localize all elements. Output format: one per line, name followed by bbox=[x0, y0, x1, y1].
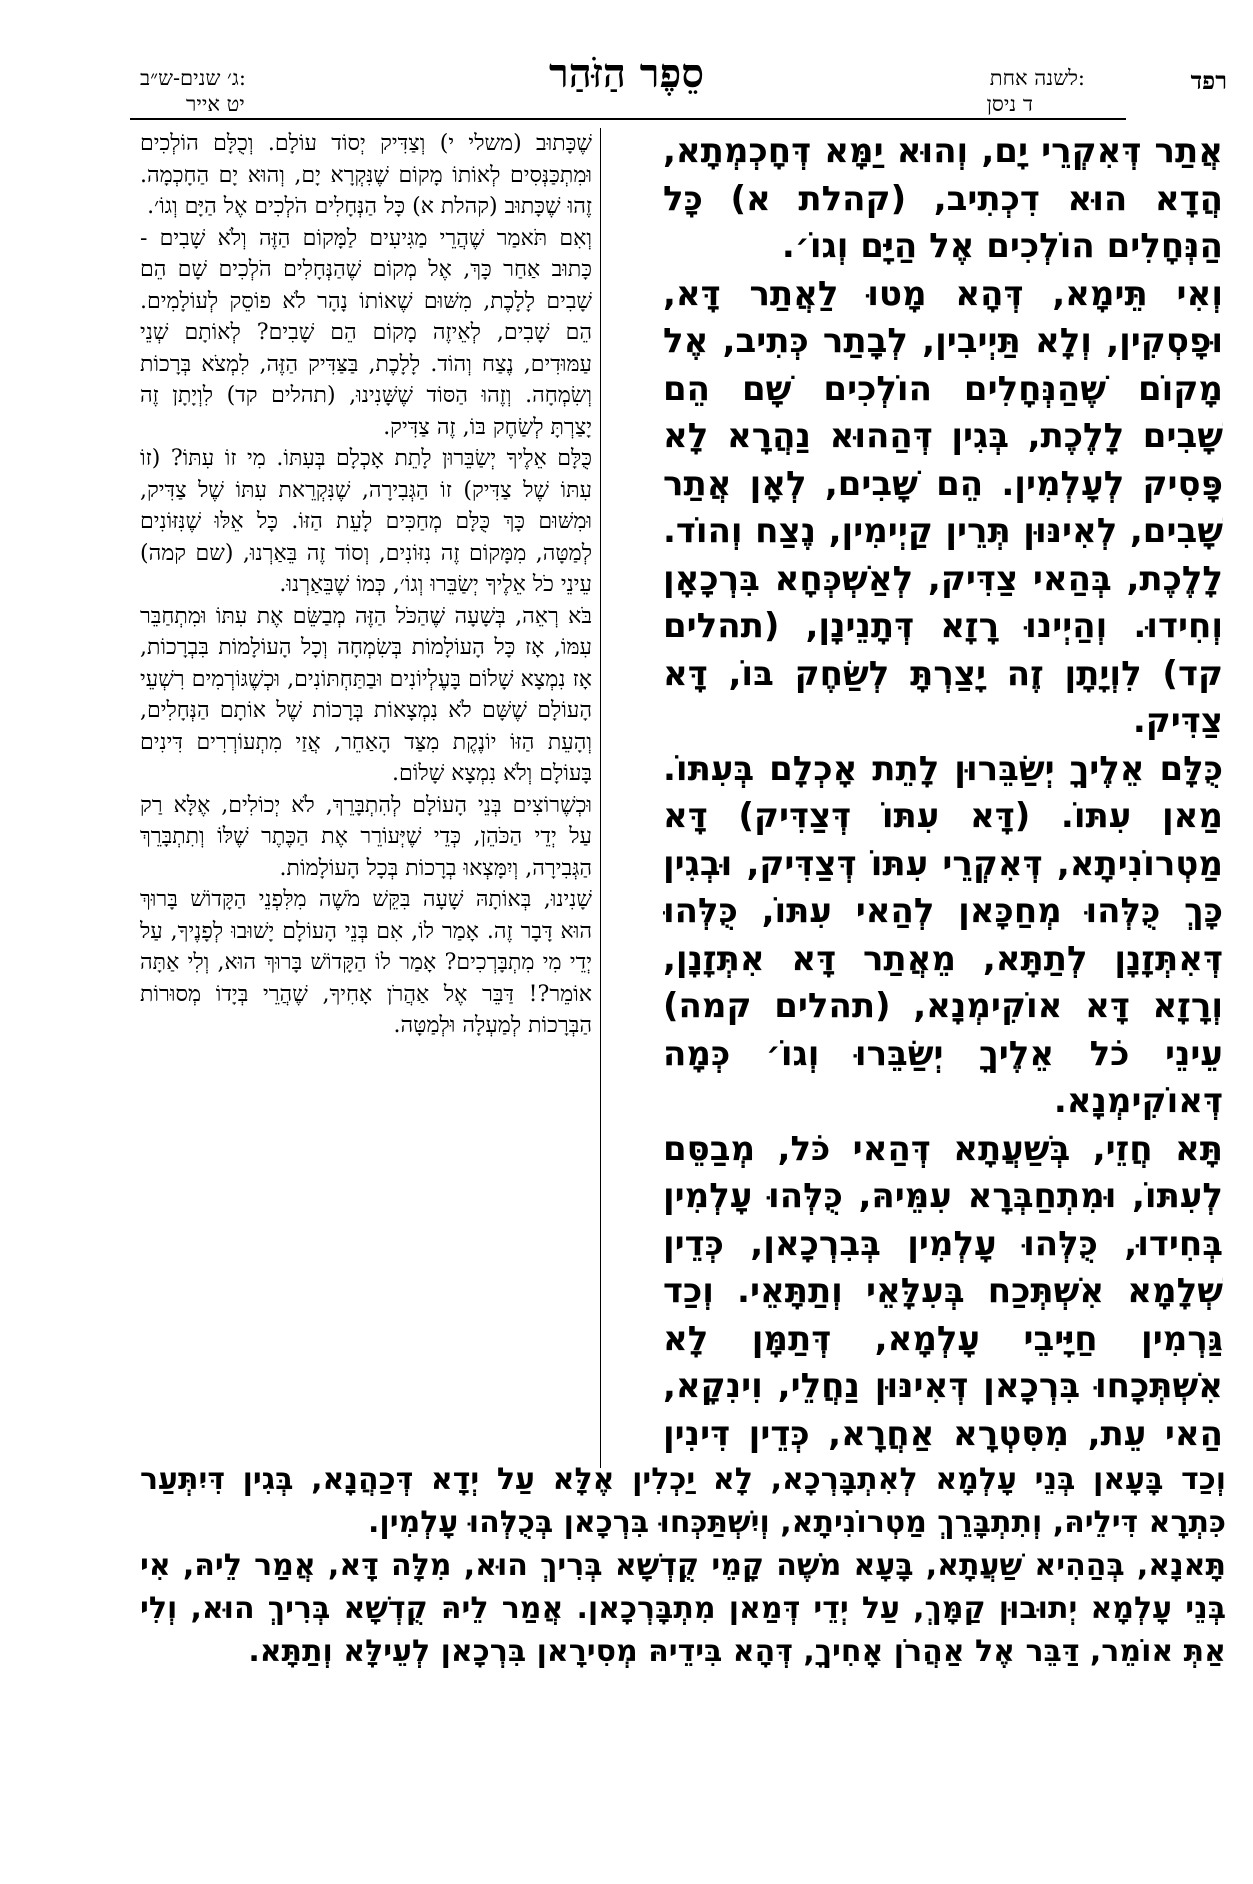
main-paragraph: וְאִי תֵּימָא, דְּהָא מָטוּ לַאֲתַר דָּא, וּפָסְקִין, וְלָא תַּיְיבִין, לְבָתַר כְּתִיב, אֶל מָקוֹם שֶׁהַנְּחָלִים הוֹלְכִים שָׁם הֵם שָׁבִים לָלֶכֶת, בְּגִין דְּהַהוּא נַהֲרָא לָא פָּסִיק לְעָלְמִין. הֵם שָׁבִים, לְאָן אֲתַר שָׁבִים, לְאִינּוּן תְּרֵין קַיְימִין, נֶצַח וְהוֹד. לָלֶכֶת, בְּהַאי צַדִּיק, לְאַשְׁכְּחָא בִּרְכָאָן וְחִידוּ. וְהַיְינוּ רָזָא דְּתָנֵינָן, (תהלים קד) לִוְיָתָן זֶה יָצַרְתָּ לְשַׂחֶק בּוֹ, דָּא צַדִּיק. bbox=[663, 273, 1223, 741]
translation-paragraph: וְאִם תֹּאמַר שֶׁהֲרֵי מַגִּיעִים לַמָּקוֹם הַזֶּה וְלֹא שָׁבִים - כָּתוּב אַחַר כָּךְ, אֶל מְקוֹם שֶׁהַנְּחָלִים הֹלְכִים שָׁם הֵם שָׁבִים לָלָכֶת, מִשּׁוּם שֶׁאוֹתוֹ נָהָר לֹא פוֹסֵק לְעוֹלָמִים. הֵם שָׁבִים, לְאֵיזֶה מָקוֹם הֵם שָׁבִים? לְאוֹתָם שְׁנֵי עַמּוּדִים, נֶצַח וְהוֹד. לָלָכֶת, בַּצַּדִּיק הַזֶּה, לִמְצֹא בְּרָכוֹת וְשִׂמְחָה. וְזֶהוּ הַסּוֹד שֶׁשָּׁנִינוּ, (תהלים קד) לִוְיָתָן זֶה יָצַרְתָּ לְשַׂחֶק בּוֹ, זֶה צַדִּיק. bbox=[140, 225, 592, 440]
page-number: רפד bbox=[1190, 66, 1227, 95]
translation-paragraph: שֶׁכָּתוּב (משלי י) וְצַדִּיק יְסוֹד עוֹלָם. וְכֻלָּם הוֹלְכִים וּמִתְכַּנְּסִים לְאוֹתוֹ מָקוֹם שֶׁנִּקְרָא יָם, וְהוּא יָם הַחָכְמָה. זֶהוּ שֶׁכָּתוּב (קהלת א) כָּל הַנְּחָלִים הֹלְכִים אֶל הַיָּם וְגוֹ׳. bbox=[140, 131, 592, 219]
main-paragraph: כֻּלָּם אֵלֶיךָ יְשַׂבֵּרוּן לָתֵת אָכְלָם בְּעִתּוֹ. מַאן עִתּוֹ. (דָּא עִתּוֹ דְּצַדִּיק) דָּא מַטְרוֹנִיתָא, דְּאִקְרֵי עִתּוֹ דְּצַדִּיק, וּבְגִין כָּךְ כֻּלְּהוּ מְחַכָּאן לְהַאי עִתּוֹ, כֻּלְּהוּ דְּאִתְּזָנָן לְתַתָּא, מֵאֲתַר דָּא אִתְּזָנָן, וְרָזָא דָּא אוֹקִימְנָא, (תהלים קמה) עֵינֵי כֹל אֵלֶיךָ יְשַׂבֵּרוּ וְגוֹ׳ כְּמָה דְּאוֹקִימְנָא. bbox=[663, 748, 1223, 1121]
bottom-paragraph: וְכַד בָּעָאן בְּנֵי עָלְמָא לְאִתְבָּרְכָא, לָא יַכְלִין אֶלָּא עַל יְדָא דְּכַהֲנָא, בְּגִין דִּיִתְּעַר כִּתְרָא דִּילֵיהּ, וְתִתְבָּרֵךְ מַטְרוֹנִיתָא, וְיִשְׁתַּכְּחוּ בִּרְכָאן בְּכֻלְּהוּ עָלְמִין. bbox=[140, 1462, 1226, 1540]
hebrew-translation-column bbox=[140, 128, 592, 1468]
schedule-three-years: ג׳ שנים-ש״ב: bbox=[140, 66, 246, 90]
translation-paragraph: וּכְשֶׁרוֹצִים בְּנֵי הָעוֹלָם לְהִתְבָּרֵךְ, לֹא יְכוֹלִים, אֶלָּא רַק עַל יְדֵי הַכֹּהֵן, כְּדֵי שֶׁיְּעוֹרֵר אֶת הַכֶּתֶר שֶׁלּוֹ וְתִתְבָּרֵךְ הַגְּבִירָה, וְיִמָּצְאוּ בְרָכוֹת בְּכָל הָעוֹלָמוֹת. bbox=[140, 792, 592, 881]
schedule-one-year-date: ד ניסן bbox=[986, 92, 1033, 116]
book-title: סֵפֶר הַזֹּהַר bbox=[549, 50, 704, 97]
column-divider bbox=[600, 128, 601, 1468]
translation-paragraph: כֻּלָּם אֵלֶיךָ יְשַׂבֵּרוּן לָתֵת אָכְלָם בְּעִתּוֹ. מִי זוֹ עִתּוֹ? (זוֹ עִתּוֹ שֶׁל צַדִּיק) זוֹ הַגְּבִירָה, שֶׁנִּקְרֵאת עִתּוֹ שֶׁל צַדִּיק, וּמִשּׁוּם כָּךְ כֻּלָּם מְחַכִּים לָעֵת הַזּוֹ. כָּל אֵלּוּ שֶׁנִּזּוֹנִים לְמַטָּה, מִמָּקוֹם זֶה נִזּוֹנִים, וְסוֹד זֶה בֵּאַרְנוּ, (שם קמה) עֵינֵי כֹל אֵלֶיךָ יְשַׂבֵּרוּ וְגוֹ׳, כְּמוֹ שֶׁבֵּאַרְנוּ. bbox=[140, 446, 592, 597]
aramaic-column bbox=[663, 128, 1223, 1458]
header-divider bbox=[130, 118, 1126, 120]
schedule-three-years-date: יט אייר bbox=[186, 92, 245, 116]
main-paragraph: אֲתַר דְּאִקְרֵי יָם, וְהוּא יַמָּא דְּחָכְמְתָא, הֲדָא הוּא דִכְתִיב, (קהלת א) כָּל הַנְּחָלִים הוֹלְכִים אֶל הַיָּם וְגוֹ׳. bbox=[663, 131, 1223, 266]
translation-paragraph: בֹּא רְאֵה, בְּשָׁעָה שֶׁהַכֹּל הַזֶּה מְבַשֵּׂם אֶת עִתּוֹ וּמִתְחַבֵּר עִמּוֹ, אָז כָּל הָעוֹלָמוֹת בְּשִׂמְחָה וְכָל הָעוֹלָמוֹת בִּבְרָכוֹת, אָז נִמְצָא שָׁלוֹם בָּעֶלְיוֹנִים וּבַתַּחְתּוֹנִים, וּכְשֶׁגּוֹרְמִים רִשְׁעֵי הָעוֹלָם שֶׁשָּׁם לֹא נִמְצָאוֹת בְּרָכוֹת שֶׁל אוֹתָם הַנְּחָלִים, וְהָעֵת הַזּוֹ יוֹנֶקֶת מִצַּד הָאַחֵר, אֲזַי מִתְעוֹרְרִים דִּינִים בָּעוֹלָם וְלֹא נִמְצָא שָׁלוֹם. bbox=[140, 603, 592, 786]
schedule-one-year: לשנה אחת: bbox=[989, 66, 1085, 90]
translation-paragraph: שָׁנִינוּ, בְּאוֹתָהּ שָׁעָה בִּקֵּשׁ מֹשֶׁה מִלִּפְנֵי הַקָּדוֹשׁ בָּרוּךְ הוּא דָּבָר זֶה. אָמַר לוֹ, אִם בְּנֵי הָעוֹלָם יָשׁוּבוּ לְפָנֶיךָ, עַל יְדֵי מִי מִתְבָּרְכִים? אָמַר לוֹ הַקָּדוֹשׁ בָּרוּךְ הוּא, וְלִי אַתָּה אוֹמֵר?! דַּבֵּר אֶל אַהֲרֹן אָחִיךָ, שֶׁהֲרֵי בְּיָדוֹ מְסוּרוֹת הַבְּרָכוֹת לְמַעְלָה וּלְמַטָּה. bbox=[140, 887, 592, 1038]
main-paragraph: תָּא חֲזֵי, בְּשַׁעֲתָא דְּהַאי כֹּל, מְבַסֵּם לְעִתּוֹ, וּמִתְחַבְּרָא עִמֵּיהּ, כֻּלְּהוּ עָלְמִין בְּחִידוּ, כֻּלְּהוּ עָלְמִין בְּבִרְכָאן, כְּדֵין שְׁלָמָא אִשְׁתְּכַח בְּעִלָּאֵי וְתַתָּאֵי. וְכַד גַּרְמִין חַיָּיבֵי עָלְמָא, דְּתַמָּן לָא אִשְׁתְּכָחוּ בִּרְכָאן דְּאִינּוּן נַחֲלֵי, וִינִקָא, הַאי עֵת, מִסִּטְרָא אַחֲרָא, כְּדֵין דִּינִין bbox=[663, 1128, 1223, 1454]
bottom-paragraph: תָּאנָא, בְּהַהִיא שַׁעֲתָא, בָּעָא מֹשֶׁה קָמֵי קֻדְשָׁא בְּרִיךְ הוּא, מִלָּה דָּא, אֲמַר לֵיהּ, אִי בְּנֵי עָלְמָא יְתוּבוּן קַמָּךְ, עַל יְדֵי דְּמַאן מִתְבָּרְכָאן. אֲמַר לֵיהּ קֻדְשָׁא בְּרִיךְ הוּא, וְלִי אַתְּ אוֹמֵר, דַּבֵּר אֶל אַהֲרֹן אָחִיךָ, דְּהָא בִּידֵיהּ מְסִירָאן בִּרְכָאן לְעֵילָּא וְתַתָּא. bbox=[140, 1548, 1226, 1669]
aramaic-bottom-section bbox=[140, 1458, 1226, 1748]
